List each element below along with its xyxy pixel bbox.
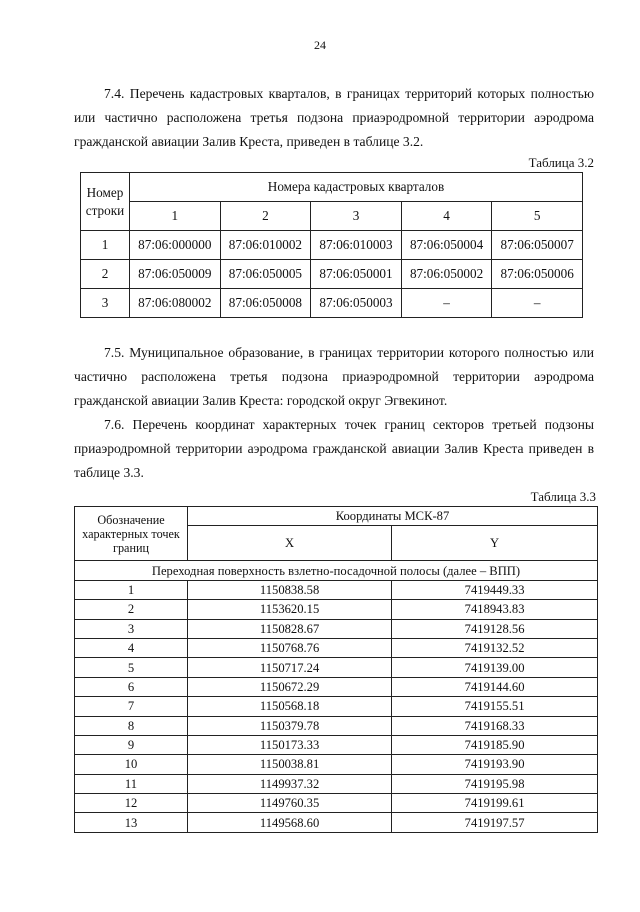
y-coordinate: 7418943.83 [392,600,598,619]
x-column-header: X [188,526,392,561]
point-number: 10 [75,755,188,774]
table-row [81,289,583,318]
coordinates-header: Координаты МСК-87 [188,507,598,526]
point-number: 2 [75,600,188,619]
paragraph-7-6 [74,413,594,485]
point-number: 9 [75,735,188,754]
table-row [75,697,598,716]
paragraph-7-6-text: 7.6. Перечень координат характерных точек границ секторов третьей подзоны приаэродромной территории аэродрома гражданской авиации Залив Креста приведен в таблице 3.3. [74,417,594,480]
table-body [75,580,598,832]
table-row [75,658,598,677]
y-coordinate: 7419197.57 [392,813,598,832]
column-number: 3 [311,202,402,231]
table-row [75,600,598,619]
cadastral-quarter-cell: 87:06:050005 [220,260,311,289]
point-number: 6 [75,677,188,696]
table-row [75,813,598,832]
point-number: 7 [75,697,188,716]
x-coordinate: 1150768.76 [188,638,392,657]
point-number: 8 [75,716,188,735]
x-coordinate: 1150838.58 [188,580,392,599]
x-coordinate: 1150173.33 [188,735,392,754]
cadastral-quarter-cell: 87:06:010003 [311,231,402,260]
cadastral-quarter-cell: 87:06:050006 [492,260,583,289]
cadastral-quarter-cell: 87:06:050008 [220,289,311,318]
cadastral-quarter-cell: 87:06:080002 [130,289,221,318]
table-row [75,755,598,774]
point-designation-header: Обозначение характерных точек границ [75,507,188,561]
cadastral-quarter-cell: 87:06:050001 [311,260,402,289]
x-coordinate: 1150568.18 [188,697,392,716]
cadastral-quarter-cell: – [401,289,492,318]
cadastral-quarters-header: Номера кадастровых кварталов [130,173,583,202]
table-row [75,774,598,793]
table-header-row [75,507,598,526]
table-row [75,580,598,599]
column-number: 2 [220,202,311,231]
table-row [75,677,598,696]
table-row [75,716,598,735]
paragraph-7-4-text: 7.4. Перечень кадастровых кварталов, в границах территорий которых полностью или частично расположена третья подзона приаэродромной территории аэродрома гражданской авиации Залив Креста, приведен в таблице 3.2. [74,86,594,149]
table-row [75,619,598,638]
boundary-points-coordinates-table [74,506,598,833]
column-number: 1 [130,202,221,231]
y-coordinate: 7419139.00 [392,658,598,677]
point-number: 4 [75,638,188,657]
column-number: 4 [401,202,492,231]
point-number: 12 [75,794,188,813]
cadastral-quarters-table [80,172,583,318]
column-number: 5 [492,202,583,231]
x-coordinate: 1150038.81 [188,755,392,774]
y-column-header: Y [392,526,598,561]
table-3-3-caption: Таблица 3.3 [530,489,596,504]
paragraph-7-4 [74,82,594,154]
x-coordinate: 1149937.32 [188,774,392,793]
y-coordinate: 7419128.56 [392,619,598,638]
paragraph-7-5 [74,341,594,413]
table-row [75,735,598,754]
cadastral-quarter-cell: 87:06:050004 [401,231,492,260]
cadastral-quarter-cell: 87:06:050009 [130,260,221,289]
point-number: 11 [75,774,188,793]
x-coordinate: 1149760.35 [188,794,392,813]
x-coordinate: 1150672.29 [188,677,392,696]
page-number: 24 [314,38,326,52]
y-coordinate: 7419144.60 [392,677,598,696]
cadastral-quarter-cell: 87:06:010002 [220,231,311,260]
row-number: 1 [81,231,130,260]
cadastral-quarter-cell: 87:06:000000 [130,231,221,260]
y-coordinate: 7419185.90 [392,735,598,754]
y-coordinate: 7419132.52 [392,638,598,657]
row-number-header: Номер строки [81,173,130,231]
y-coordinate: 7419168.33 [392,716,598,735]
row-number: 2 [81,260,130,289]
cadastral-quarter-cell: – [492,289,583,318]
section-row [75,561,598,580]
point-number: 3 [75,619,188,638]
x-coordinate: 1150379.78 [188,716,392,735]
point-number: 5 [75,658,188,677]
table-row [81,260,583,289]
column-numbers-row [81,202,583,231]
x-coordinate: 1150717.24 [188,658,392,677]
table-row [75,638,598,657]
y-coordinate: 7419155.51 [392,697,598,716]
x-coordinate: 1153620.15 [188,600,392,619]
cadastral-quarter-cell: 87:06:050007 [492,231,583,260]
y-coordinate: 7419199.61 [392,794,598,813]
point-number: 13 [75,813,188,832]
y-coordinate: 7419195.98 [392,774,598,793]
x-coordinate: 1149568.60 [188,813,392,832]
table-row [75,794,598,813]
paragraph-7-5-text: 7.5. Муниципальное образование, в границах территории которого полностью или частично расположена третья подзона приаэродромной территории аэродрома гражданской авиации Залив Креста: городской округ Эгвекинот. [74,345,594,408]
cadastral-quarter-cell: 87:06:050003 [311,289,402,318]
y-coordinate: 7419449.33 [392,580,598,599]
cadastral-quarter-cell: 87:06:050002 [401,260,492,289]
row-number: 3 [81,289,130,318]
section-title: Переходная поверхность взлетно-посадочной полосы (далее – ВПП) [75,561,598,580]
table-header-row [81,173,583,202]
table-row [81,231,583,260]
x-coordinate: 1150828.67 [188,619,392,638]
y-coordinate: 7419193.90 [392,755,598,774]
table-3-2-caption: Таблица 3.2 [528,155,594,170]
point-number: 1 [75,580,188,599]
table-body [81,231,583,318]
